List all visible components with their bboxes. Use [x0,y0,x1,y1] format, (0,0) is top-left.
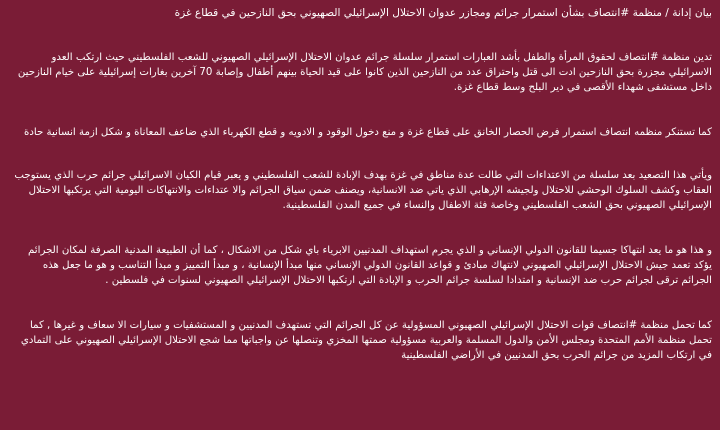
statement-title: بيان إدانة / منظمة #انتصاف بشأن استمرار جرائم ومجازر عدوان الاحتلال الإسرائيلي الصهيوني بحق النازحين في قطاع غزة [174,7,712,19]
paragraph-condemnation: تدين منظمة #انتصاف لحقوق المرأة والطفل بأشد العبارات استمرار سلسلة جرائم عدوان الاحتلال الإسرائيلي الصهيوني للشعب الفلسطيني حيث ارتكب العدو الاسرائيلي مجزرة بحق النازحين ادت الى قتل واحتراق عدد من النازحين الذين كانوا على قيد الحياة بينهم أطفال وإصابة 70 آخرين بغارات إسرائيلية على خيام النازحين داخل مستشفى شهداء الأقصى في دير البلح وسط قطاع غزة. [17,52,712,93]
paragraph-siege: كما تستنكر منظمه انتصاف استمرار فرض الحصار الخانق على قطاع غزة و منع دخول الوقود و الادويه و قطع الكهرباء الذي ضاعف المعاناة و شكل ازمة انسانية حادة [24,127,712,138]
paragraph-international-law: و هذا هو ما يعد انتهاكا جسيما للقانون الدولي الإنساني و الذي يجرم استهداف المدنيين الابرياء باي شكل من الاشكال ، كما أن الطبيعة المدنية الصرفة لمكان الجرائم يؤكد تعمد جيش الاحتلال الإسرائيلي الصهيوني لانتهاك مبادئ و قواعد القانون الدولي الإنساني منها مبدأ الإنسانية ، و مبدأ التمييز و مبدأ التناسب و هو ما جعل هذه الجرائم ترقى لجرائم حرب ضد الإنسانية و امتدادا لسلسة جرائم الحرب و الإبادة التي ارتكبها الاحتلال الإسرائيلي الصهيوني لسنوات في فلسطين . [28,245,712,286]
paragraph-escalation: ويأتي هذا التصعيد بعد سلسلة من الاعتداءات التي طالت عدة مناطق في غزة بهدف الإبادة للشعب الفلسطيني و يعبر قيام الكيان الاسرائيلي جرائم حرب الذي يستوجب العقاب وكشف السلوك الوحشي للاحتلال ولجيشه الإرهابي الذي ياتي ضد الانسانية، ويصنف ضمن سياق الجرائم والا عتداءات والانتهاكات اليومية التي يرتكبها الاحتلال الإسرائيلي الصهيوني بحق الشعب الفلسطيني وخاصة فئة الاطفال والنساء في جميع المدن الفلسطينية. [14,170,712,211]
paragraph-responsibility: كما تحمل منظمة #انتصاف قوات الاحتلال الإسرائيلي الصهيوني المسؤولية عن كل الجرائم التي تستهدف المدنيين و المستشفيات و سيارات الا سعاف و غيرها , كما تحمل منظمة الأمم المتحدة ومجلس الأمن والدول المسلمة والعربية مسؤولية صمتها المخزي وتنصلها عن واجباتها مما شجع الاحتلال الإسرائيلي الصهيوني على التمادي في ارتكاب المزيد من جرائم الحرب بحق المدنيين في الأراضي الفلسطينية [20,320,712,361]
